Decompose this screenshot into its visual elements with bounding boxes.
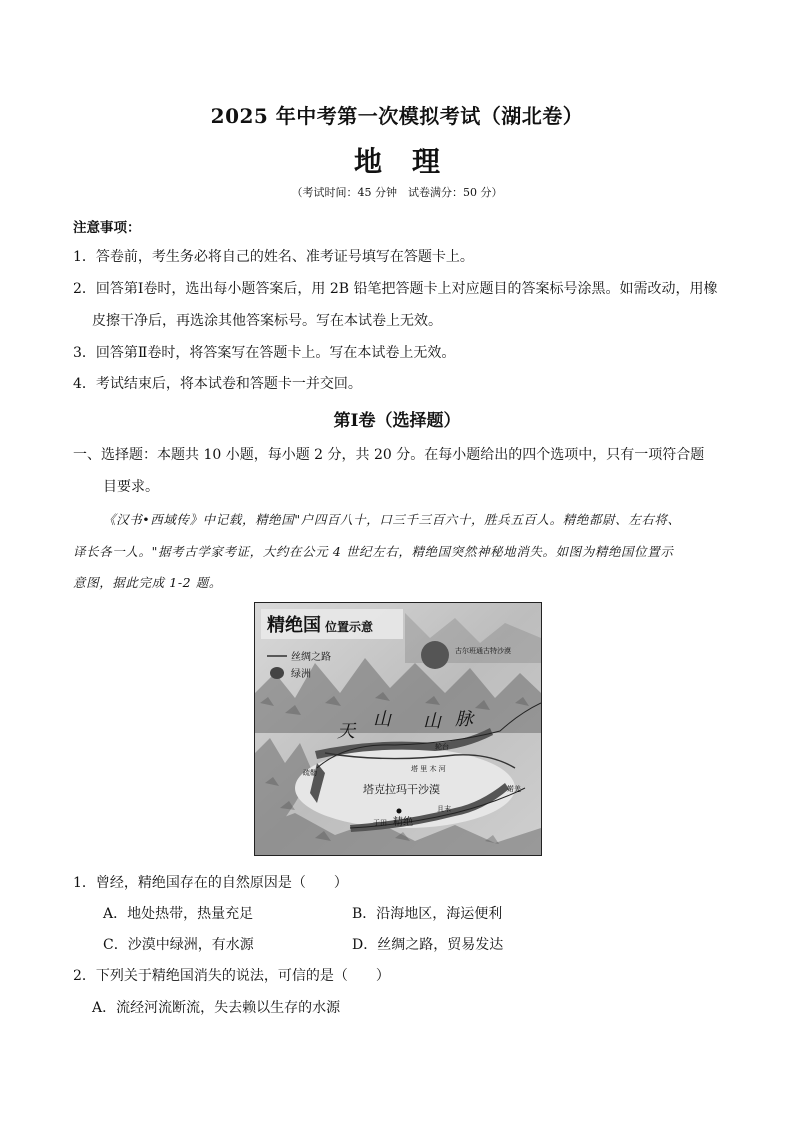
map-title-main: 精绝国 bbox=[267, 615, 321, 636]
question-1-option-b: B．沿海地区，海运便利 bbox=[352, 906, 503, 922]
label-shan: 山 bbox=[373, 709, 391, 730]
legend-oasis-symbol bbox=[270, 667, 284, 679]
question-1-stem: 1．曾经，精绝国存在的自然原因是（ ） bbox=[73, 875, 348, 891]
map-title-sub: 位置示意 bbox=[325, 620, 374, 634]
label-qiemo: 且末 bbox=[437, 805, 451, 813]
notice-item-4: 4．考试结束后，将本试卷和答题卡一并交回。 bbox=[73, 376, 362, 392]
notice-item-2: 2．回答第Ⅰ卷时，选出每小题答案后，用 2B 铅笔把答题卡上对应题目的答案标号涂黑。如需改动，用橡 bbox=[73, 281, 718, 297]
subject-title: 地理 bbox=[353, 145, 470, 178]
notice-heading: 注意事项： bbox=[73, 220, 141, 236]
exam-info: （考试时间：45 分钟 试卷满分：50 分） bbox=[291, 186, 503, 199]
jingjue-location-map bbox=[254, 602, 542, 856]
notice-item-2-cont: 皮擦干净后，再选涂其他答案标号。写在本试卷上无效。 bbox=[92, 313, 442, 329]
section-instruction-cont: 目要求。 bbox=[103, 479, 159, 495]
label-tarim-river: 塔 里 木 河 bbox=[411, 765, 446, 773]
label-mai: 脉 bbox=[455, 709, 473, 730]
material-line-1: 《汉书•西域传》中记载，精绝国"户四百八十，口三千三百六十，胜兵五百人。精绝都尉、左右将、 bbox=[103, 512, 681, 527]
label-jingjue: 精绝 bbox=[393, 817, 413, 828]
question-2-option-a: A．流经河流断流，失去赖以生存的水源 bbox=[92, 1000, 341, 1016]
exam-title: 2025 年中考第一次模拟考试（湖北卷） bbox=[210, 104, 584, 128]
question-1-option-c: C．沙漠中绿洲，有水源 bbox=[103, 937, 254, 953]
section-instruction: 一、选择题：本题共 10 小题，每小题 2 分，共 20 分。在每小题给出的四个选项中，只有一项符合题 bbox=[73, 447, 705, 463]
label-shan-2: 山 bbox=[423, 711, 441, 732]
notice-item-3: 3．回答第Ⅱ卷时，将答案写在答题卡上。写在本试卷上无效。 bbox=[73, 345, 456, 361]
question-1-option-a: A．地处热带，热量充足 bbox=[103, 906, 254, 922]
label-taklimakan: 塔克拉玛干沙漠 bbox=[363, 783, 440, 796]
jingjue-marker bbox=[397, 809, 402, 814]
question-2-stem: 2．下列关于精绝国消失的说法，可信的是（ ） bbox=[73, 968, 390, 984]
label-gurbantunggut: 古尔班通古特沙漠 bbox=[455, 647, 511, 655]
legend-road-label: 丝绸之路 bbox=[291, 652, 331, 663]
label-tian: 天 bbox=[337, 721, 355, 742]
question-1-option-d: D．丝绸之路，贸易发达 bbox=[352, 937, 504, 953]
label-hotan: 于田 bbox=[373, 819, 387, 827]
section-title: 第Ⅰ卷（选择题） bbox=[333, 411, 461, 431]
label-ruoqiang: 婼羌 bbox=[507, 785, 521, 793]
notice-item-1: 1．答卷前，考生务必将自己的姓名、准考证号填写在答题卡上。 bbox=[73, 249, 474, 265]
label-luntai: 轮台 bbox=[435, 743, 449, 751]
material-line-2: 译长各一人。"据考古学家考证，大约在公元 4 世纪左右，精绝国突然神秘地消失。如图为精绝国位置示 bbox=[73, 544, 674, 559]
label-kashgar: 疏勒 bbox=[303, 769, 317, 777]
material-line-3: 意图，据此完成 1-2 题。 bbox=[73, 575, 222, 590]
legend-oasis-label: 绿洲 bbox=[291, 669, 311, 680]
